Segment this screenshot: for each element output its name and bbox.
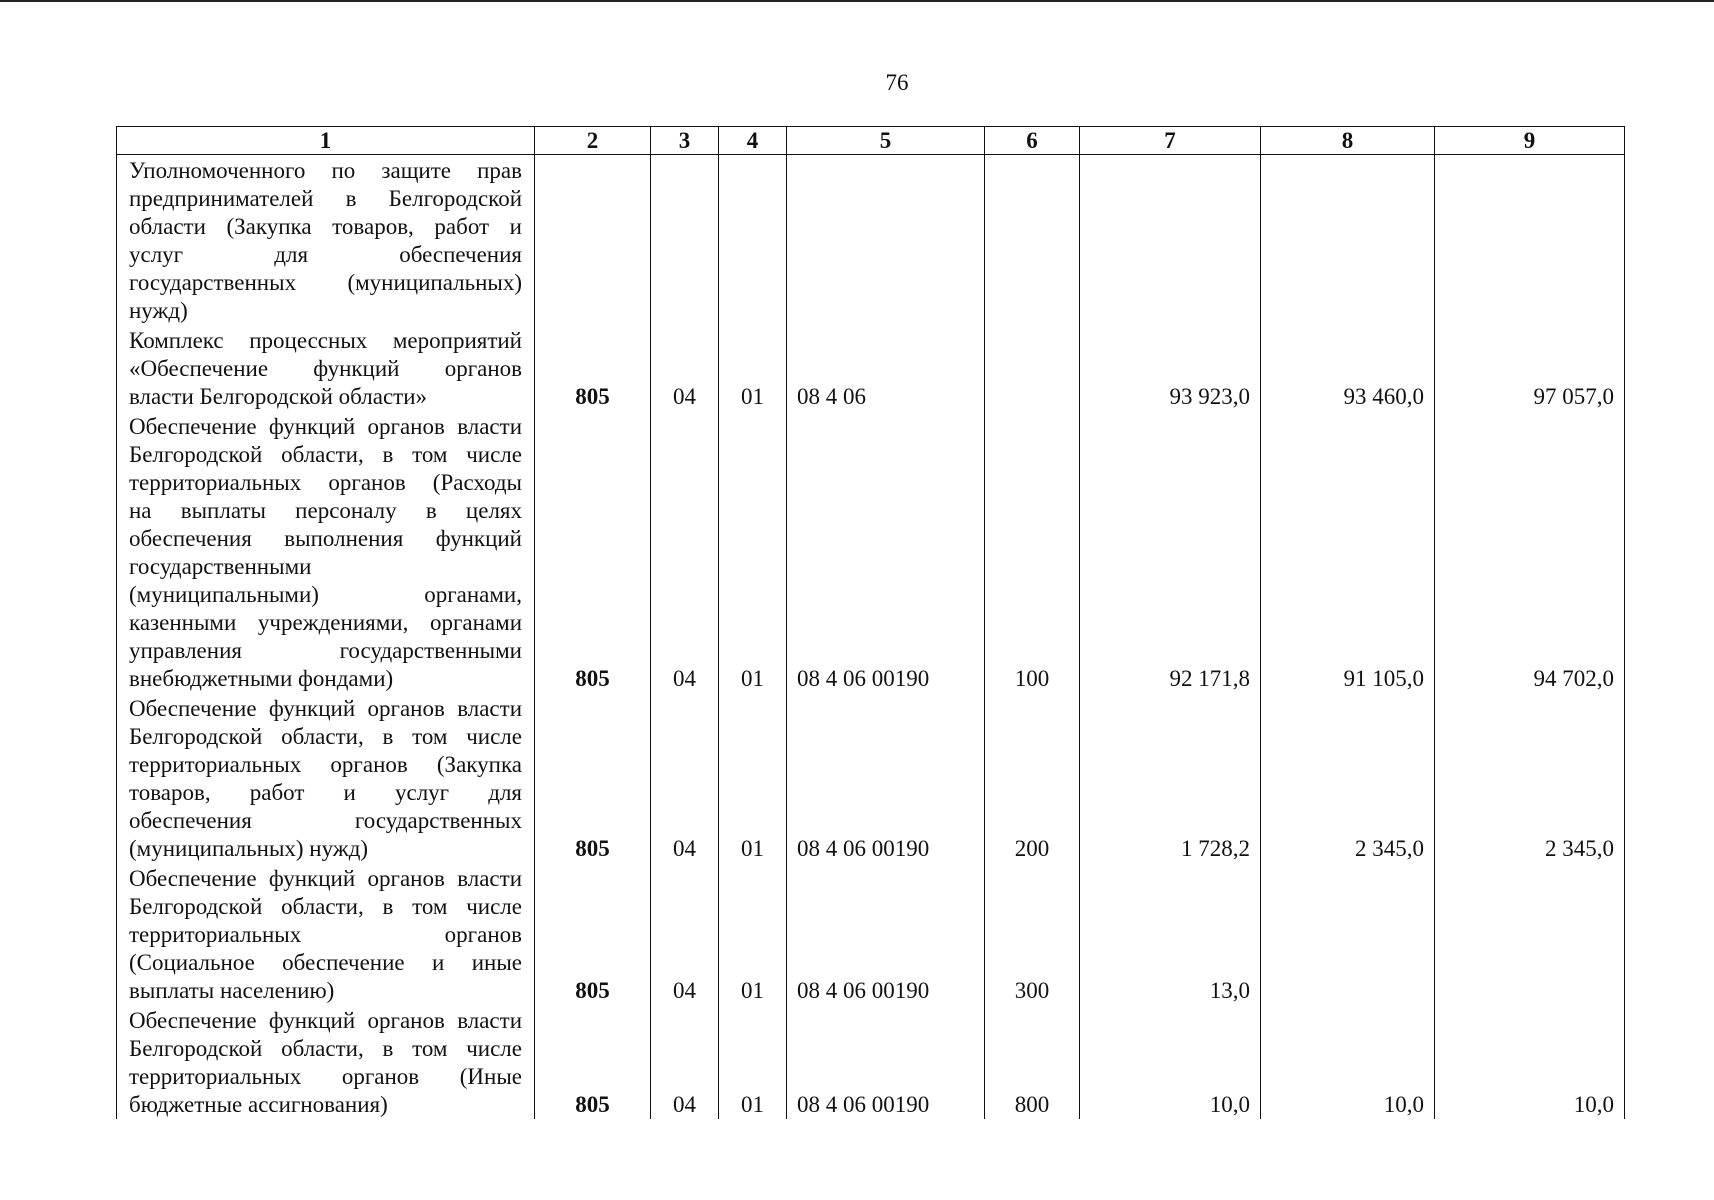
amount-cell-1: 92 171,8 [1080,411,1261,693]
column-header: 1 [117,127,535,155]
admin-code-cell: 805 [535,1005,651,1119]
scan-top-edge [0,0,1714,2]
description-line: казенными учреждениями, органами [129,610,522,635]
column-header: 3 [651,127,719,155]
admin-code-cell [535,155,651,326]
admin-code-cell: 805 [535,693,651,863]
amount-cell-2: 10,0 [1261,1005,1435,1119]
row-description [117,863,535,1005]
amount-cell-2: 2 345,0 [1261,693,1435,863]
budget-table [116,126,1625,1119]
row-description [117,155,535,326]
amount-cell-3 [1435,863,1625,1005]
description-line: Обеспечение функций органов власти [129,866,522,891]
section-cell: 04 [651,863,719,1005]
table-row [117,863,1625,1005]
description-line: власти Белгородской области» [129,384,428,409]
description-line: Обеспечение функций органов власти [129,414,522,439]
subsection-cell: 01 [719,1005,787,1119]
table-row [117,693,1625,863]
description-line: внебюджетными фондами) [129,666,394,691]
description-line: государственными [129,554,312,579]
column-header: 7 [1080,127,1261,155]
description-line: Комплекс процессных мероприятий [129,328,522,353]
target-article-cell: 08 4 06 00190 [787,693,985,863]
section-cell: 04 [651,325,719,411]
description-line: (Социальное обеспечение и иные [129,950,522,975]
description-line: обеспечения государственных [129,808,522,833]
description-line: нужд) [129,298,188,323]
amount-cell-2 [1261,863,1435,1005]
target-article-cell [787,155,985,326]
expense-type-cell [985,155,1080,326]
description-line: на выплаты персоналу в целях [129,498,522,523]
description-line: предпринимателей в Белгородской [129,186,522,211]
description-line: Обеспечение функций органов власти [129,1008,522,1033]
amount-cell-1 [1080,155,1261,326]
description-line: государственных (муниципальных) [129,270,522,295]
amount-cell-3: 10,0 [1435,1005,1625,1119]
expense-type-cell: 100 [985,411,1080,693]
section-cell: 04 [651,693,719,863]
amount-cell-3: 94 702,0 [1435,411,1625,693]
admin-code-cell: 805 [535,325,651,411]
amount-cell-2: 91 105,0 [1261,411,1435,693]
description-line: обеспечения выполнения функций [129,526,522,551]
admin-code-cell: 805 [535,411,651,693]
description-line: области (Закупка товаров, работ и [129,214,522,239]
column-header: 5 [787,127,985,155]
description-line: управления государственными [129,638,522,663]
description-line: территориальных органов (Иные [129,1064,522,1089]
description-line: территориальных органов (Закупка [129,752,522,777]
description-line: Уполномоченного по защите прав [129,158,522,183]
target-article-cell: 08 4 06 00190 [787,863,985,1005]
description-line: выплаты населению) [129,978,335,1003]
description-line: Белгородской области, в том числе [129,1036,522,1061]
description-line: Белгородской области, в том числе [129,724,522,749]
section-cell: 04 [651,1005,719,1119]
description-line: услуг для обеспечения [129,242,522,267]
description-line: Обеспечение функций органов власти [129,696,522,721]
subsection-cell [719,155,787,326]
amount-cell-3 [1435,155,1625,326]
table-body [117,155,1625,1120]
amount-cell-3: 97 057,0 [1435,325,1625,411]
row-description [117,411,535,693]
section-cell [651,155,719,326]
amount-cell-2 [1261,155,1435,326]
expense-type-cell [985,325,1080,411]
admin-code-cell: 805 [535,863,651,1005]
description-line: бюджетные ассигнования) [129,1092,388,1117]
row-description [117,1005,535,1119]
description-line: (муниципальных) нужд) [129,836,369,861]
table-row [117,155,1625,326]
table-row [117,325,1625,411]
amount-cell-2: 93 460,0 [1261,325,1435,411]
description-line: товаров, работ и услуг для [129,780,522,805]
column-header: 2 [535,127,651,155]
target-article-cell: 08 4 06 00190 [787,411,985,693]
amount-cell-1: 10,0 [1080,1005,1261,1119]
column-header: 9 [1435,127,1625,155]
description-line: Белгородской области, в том числе [129,894,522,919]
section-cell: 04 [651,411,719,693]
target-article-cell: 08 4 06 [787,325,985,411]
amount-cell-1: 1 728,2 [1080,693,1261,863]
row-description [117,325,535,411]
target-article-cell: 08 4 06 00190 [787,1005,985,1119]
expense-type-cell: 800 [985,1005,1080,1119]
page-number: 76 [885,70,909,95]
subsection-cell: 01 [719,411,787,693]
column-header: 8 [1261,127,1435,155]
subsection-cell: 01 [719,863,787,1005]
description-line: территориальных органов (Расходы [129,470,522,495]
expense-type-cell: 300 [985,863,1080,1005]
expense-type-cell: 200 [985,693,1080,863]
amount-cell-1: 93 923,0 [1080,325,1261,411]
description-line: «Обеспечение функций органов [129,356,522,381]
table-row [117,411,1625,693]
column-header: 6 [985,127,1080,155]
header-row [117,127,1625,155]
description-line: территориальных органов [129,922,522,947]
description-line: Белгородской области, в том числе [129,442,522,467]
amount-cell-3: 2 345,0 [1435,693,1625,863]
subsection-cell: 01 [719,693,787,863]
table-row [117,1005,1625,1119]
subsection-cell: 01 [719,325,787,411]
description-line: (муниципальными) органами, [129,582,522,607]
amount-cell-1: 13,0 [1080,863,1261,1005]
row-description [117,693,535,863]
column-header: 4 [719,127,787,155]
